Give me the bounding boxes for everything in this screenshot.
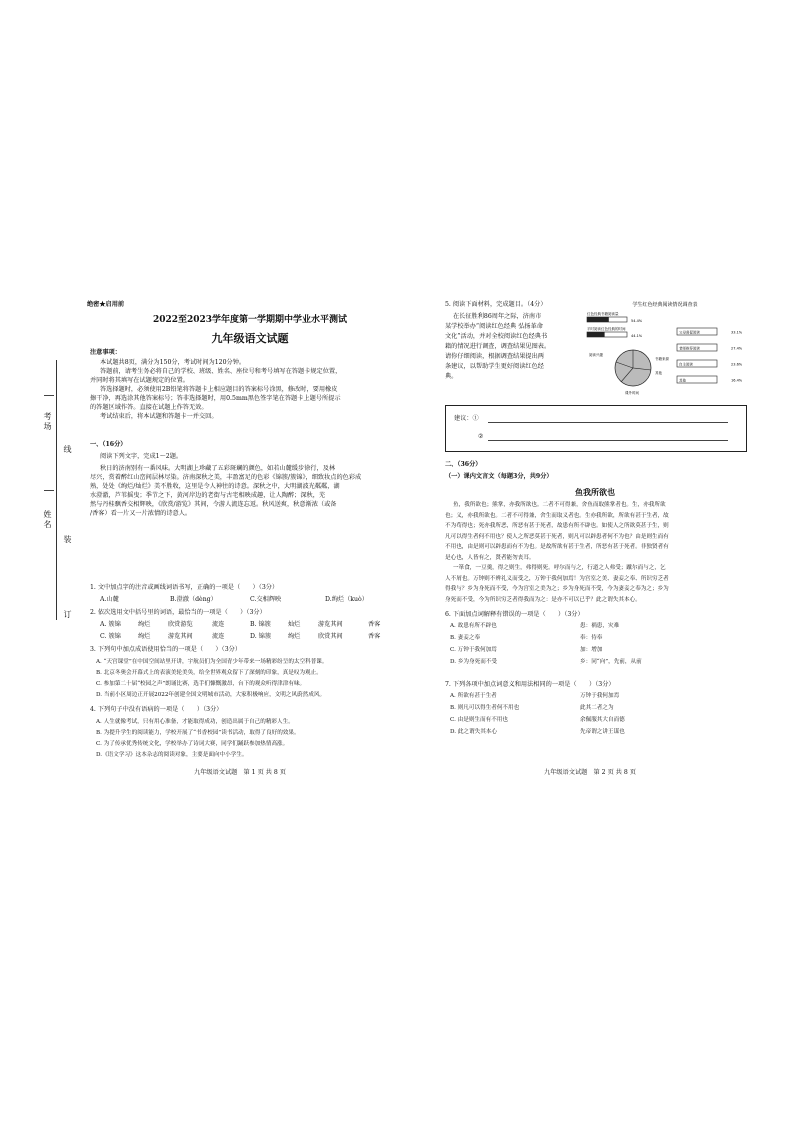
option-c[interactable]: C.交相辉映 (250, 596, 282, 603)
notes-line: 本试题共8页，满分为150分，考试时间为120分钟。 (100, 359, 246, 366)
pie-chart (615, 350, 651, 386)
binding-line (56, 360, 57, 620)
list-pct: 23.6% (731, 362, 743, 367)
cell: 欣赏其间 (318, 633, 343, 640)
binding-label-line: 线 (63, 445, 72, 455)
q5-line: 文化”活动，并对全校阅读红色经典书 (445, 333, 548, 340)
option-c[interactable]: C. 由是则生而有不用也 (450, 717, 508, 723)
cell: C. 簇锦 (100, 633, 121, 640)
cell: 绚烂 (288, 633, 301, 640)
list-label: 其他 (679, 378, 686, 383)
question-5-text (445, 312, 550, 382)
question-1-options (100, 595, 400, 604)
question-6: 6. 下面加点词解释有错误的一项是（ ）（3分） (445, 611, 584, 618)
pie-label: 课外时间 (625, 391, 639, 395)
bar-fill (587, 332, 605, 337)
binding-label-zhuang: 装 (63, 535, 72, 545)
notes (90, 358, 341, 421)
suggestion-label-2: ② (478, 433, 484, 440)
survey-chart (585, 300, 745, 400)
secret-label: 绝密★启用前 (87, 301, 125, 308)
cell: 香客 (368, 633, 381, 640)
suggestion-label-1: 建议：① (454, 415, 479, 422)
option-d-pair: 先帝谓之讲王谋也 (580, 729, 625, 735)
cell: 游览其间 (318, 621, 343, 628)
suggestion-box (445, 405, 747, 452)
question-4: 4. 下列句子中没有语病的一项是（ ）（3分） (90, 706, 223, 713)
page-footer-right: 九年级语文试题 第 2 页 共 8 页 (544, 769, 636, 776)
option-d[interactable]: D. 当前小区周边正开展2022年创建全国文明城市活动，大家积极响应，文明之风蔚然成风。 (96, 692, 326, 698)
option-c[interactable]: C. 为了传承优秀传统文化，学校举办了诗词大赛，同学们踊跃参加热情高涨。 (96, 741, 289, 747)
essay-line: 一箪食，一豆羹，得之则生，弗得则死。呼尔而与之，行道之人弗受；蹴尔而与之，乞 (453, 565, 666, 571)
binding-label-room: 考场 (43, 412, 52, 432)
essay-line: 也；义，亦我所欲也。二者不可得兼，舍生而取义者也。生亦我所欲，所欲有甚于生者，故 (445, 512, 669, 519)
option-b-gloss: 奉：侍奉 (580, 635, 603, 641)
cell: 绚烂 (138, 633, 151, 640)
option-a[interactable]: A. 故患有所不辟也 (450, 623, 497, 629)
pie-label: 书籍来源 (655, 357, 669, 361)
question-2-row[interactable] (100, 620, 400, 629)
essay-title: 鱼我所欲也 (575, 487, 615, 497)
option-a[interactable]: A. 所欲有甚于生者 (450, 693, 497, 699)
option-b[interactable]: B. 妻妾之奉 (450, 635, 481, 641)
bar-pct: 44.1% (631, 334, 643, 338)
binding-blank[interactable] (44, 395, 54, 396)
option-b-pair: 此其二者之为 (580, 705, 614, 711)
option-d[interactable]: D. 此之谓失其本心 (450, 729, 497, 735)
essay-line: 身死而不受，今为所识穷乏者得我而为之：是亦不可以已乎？此之谓失其本心。 (445, 596, 641, 603)
list-pct: 33.1% (731, 330, 743, 335)
question-7-options (450, 692, 740, 744)
cell: B. 锦簇 (250, 621, 271, 628)
cell: 流连 (212, 633, 225, 640)
list-pct: 16.4% (731, 378, 743, 383)
binding-blank[interactable] (44, 490, 54, 491)
passage-line: 然与丹桂飘香交相辉映，《欣赏/游览》其间，令游人流连忘返。秋风送爽，秋意渐浓（或备 (90, 501, 337, 508)
question-3-options (96, 657, 327, 701)
cell: 香客 (368, 621, 381, 628)
list-label: 父母督促阅读 (679, 330, 700, 335)
cell: 绚烂 (138, 621, 151, 628)
essay-line: 是心也，人皆有之，贤者能勿丧耳。 (445, 554, 535, 561)
option-b[interactable]: B.澄澈（dèng） (170, 596, 217, 603)
cell: 灿烂 (288, 621, 301, 628)
essay-line: 不为苟得也；死亦我所恶，所恶有甚于死者，故患有所不辟也。如使人之所欲莫甚于生，则 (445, 523, 669, 529)
option-a[interactable]: A.山麓 (100, 596, 119, 603)
question-2: 2. 依次选用文中括号里的词语，最恰当的一项是（ ）（3分） (90, 609, 266, 616)
reading-intro: 阅读下列文字，完成1～2题。 (100, 453, 183, 460)
option-a-pair: 万钟于我何加焉 (580, 693, 620, 699)
essay-line: 不用也，由是则可以辟患而有不为也。是故所欲有甚于生者，所恶有甚于死者。非独贤者有 (445, 544, 669, 550)
option-a[interactable]: A. “天宫课堂”在中国空间站里开讲，宇航员们为全国青少年带来一场精彩纷呈的太空科普课。 (96, 659, 328, 665)
binding-label-name: 姓名 (43, 510, 52, 530)
option-d[interactable]: D.《语文学习》这本杂志的阅读对象，主要是面向中小学生。 (96, 752, 248, 758)
cell: 欣赏游览 (168, 621, 193, 628)
notes-line: 的答题区域作答。直接在试题上作答无效。 (90, 404, 208, 411)
option-b[interactable]: B. 北京冬奥会开幕式上的表演美轮美奂，给全世界观众留下了深刻的印象，真是叹为观止。 (96, 670, 322, 676)
page-footer-left: 九年级语文试题 第 1 页 共 8 页 (194, 769, 286, 776)
suggestion-input-1[interactable] (488, 422, 728, 423)
question-5: 5. 阅读下面材料，完成题目。（4分） (445, 301, 547, 308)
q5-line: 某学校举办“阅读红色经典 弘扬革命 (445, 323, 543, 330)
q5-line: 典。 (445, 373, 458, 380)
option-c[interactable]: C. 万钟于我何加焉 (450, 647, 497, 653)
essay-line: 鱼，我所欲也；熊掌，亦我所欲也。二者不可得兼，舍鱼而取熊掌者也。生，亦我所欲 (453, 502, 666, 508)
list-pct: 27.4% (731, 346, 743, 351)
subsection-heading: （一）课内文言文（每题3分，共9分） (445, 473, 553, 480)
essay-line: 得我与？乡为身死而不受，今为宫室之美为之；乡为身死而不受，今为妻妾之奉为之；乡为 (445, 586, 669, 592)
question-2-row[interactable] (100, 632, 400, 641)
q5-line: 请你仔细阅读，根据调查结果提出两 (445, 353, 544, 360)
question-4-options (96, 717, 300, 761)
essay (445, 500, 669, 605)
suggestion-input-2[interactable] (488, 440, 728, 441)
section-2-heading: 二、（36分） (445, 461, 482, 468)
passage (90, 464, 361, 518)
cell: D. 锦簇 (250, 633, 272, 640)
notes-line: 并同时将其填写在试题规定的位置。 (90, 377, 189, 384)
chart-title: 学生红色经典阅读情况调查表 (632, 302, 698, 308)
option-d-gloss: 乡：同“向”，先前，从前 (580, 659, 642, 665)
passage-line: 熟，处处《绚烂/灿烂》美不胜收，这里是令人神往的诗意。深秋之中，大明湖波光粼粼，湖 (90, 483, 340, 490)
essay-line: 人不屑也。万钟则不辨礼义而受之，万钟于我何加焉！为宫室之美、妻妾之奉、所识穷乏者 (445, 575, 669, 582)
bar-label: 红色经典书籍阅读量 (587, 312, 619, 316)
option-a[interactable]: A. 人生就像考试，只有用心准备，才能取得成功，创造出属于自己的精彩人生。 (96, 719, 294, 725)
section-1-heading: 一、（16分） (90, 441, 127, 448)
question-3: 3. 下列句中加点成语使用恰当的一项是（ ）（3分） (90, 646, 242, 653)
question-6-options (450, 622, 740, 674)
pie-label: 其他 (655, 371, 662, 375)
passage-line: 秋日的济南别有一番风味。大明湖上珍藏了五彩斑斓的颜色，如若山麓缓步徐行，及林 (100, 465, 336, 472)
option-a-gloss: 患：祸患，灾难 (580, 623, 620, 629)
option-c-gloss: 加：增加 (580, 647, 603, 653)
notes-heading: 注意事项： (90, 349, 121, 356)
q5-line: 在长征胜利86周年之际，济南市 (453, 313, 542, 320)
cell: 游览其间 (168, 633, 193, 640)
exam-subtitle: 九年级语文试题 (211, 332, 289, 345)
bar-fill (587, 317, 609, 322)
question-7: 7. 下列各项中加点词意义和用法相同的一项是（ ）（3分） (445, 681, 615, 688)
notes-line: 考试结束后，将本试题和答题卡一并交回。 (100, 413, 218, 420)
notes-line: 答题前，请考生务必将自己的学校、班级、姓名、座位号和考号填写在答题卡规定位置， (100, 368, 342, 375)
binding-label-ding: 订 (63, 610, 72, 620)
list-label: 老师推荐阅读 (679, 346, 700, 351)
notes-line: 擦干净，再选涂其他答案标号；答非选择题时，用0.5mm黑色签字笔在答题卡上题号所提示 (90, 395, 341, 402)
passage-line: 尽兴，赏着醉红山峦间层林尽染。济南深秋之美，丰盈富足的色彩《锦簇/簇锦》，细致妆点的色彩成 (90, 474, 362, 481)
bar-pct: 54.4% (631, 319, 643, 323)
q5-line: 条建议，以帮助学生更好阅读红色经 (445, 363, 544, 370)
bar-label: 平时阅读红色经典的时间 (587, 327, 626, 331)
notes-line: 答选择题时，必须使用2B铅笔将答题卡上相应题目的答案标号涂黑，修改时，要用橡皮 (100, 386, 338, 393)
option-c[interactable]: C. 参加第二十届“校园之声”朗诵比赛，选手们慷慨激昂，台下的观众听得津津有味。 (96, 681, 306, 687)
option-b[interactable]: B. 为提升学生的阅读能力，学校开展了“书香校园”读书活动，取得了良好的效果。 (96, 730, 300, 736)
essay-line: 凡可以得生者何不用也？使人之所恶莫甚于死者，则凡可以辟患者何不为也？由是则生而有 (445, 533, 669, 540)
question-1: 1. 文中加点字的注音或画线词语书写，正确的一项是（ ）（3分） (90, 584, 279, 591)
exam-title: 2022至2023学年度第一学期期中学业水平测试 (152, 315, 348, 325)
option-c-pair: 余佩服其大自而德 (580, 717, 625, 723)
passage-line: 水澄澈，芦苇摇曳；季节之下，黄河岸边的老街与古宅相映成趣，让人陶醉；深秋，芜 (90, 492, 326, 499)
cell: A. 簇锦 (100, 621, 121, 628)
cell: 流连 (212, 621, 225, 628)
list-label: 自主阅读 (679, 362, 693, 367)
option-d[interactable]: D.绚烂（kuò） (325, 596, 368, 603)
option-b[interactable]: B. 则凡可以得生者何不用也 (450, 705, 520, 711)
q5-line: 籍的情况进行调查，调查结果见图表。 (445, 343, 551, 350)
option-d[interactable]: D. 乡为身死而不受 (450, 659, 497, 665)
pie-label: 阅读兴趣 (589, 353, 603, 357)
passage-line: /香客）看一片又一片浓情的诗意人。 (90, 510, 192, 517)
